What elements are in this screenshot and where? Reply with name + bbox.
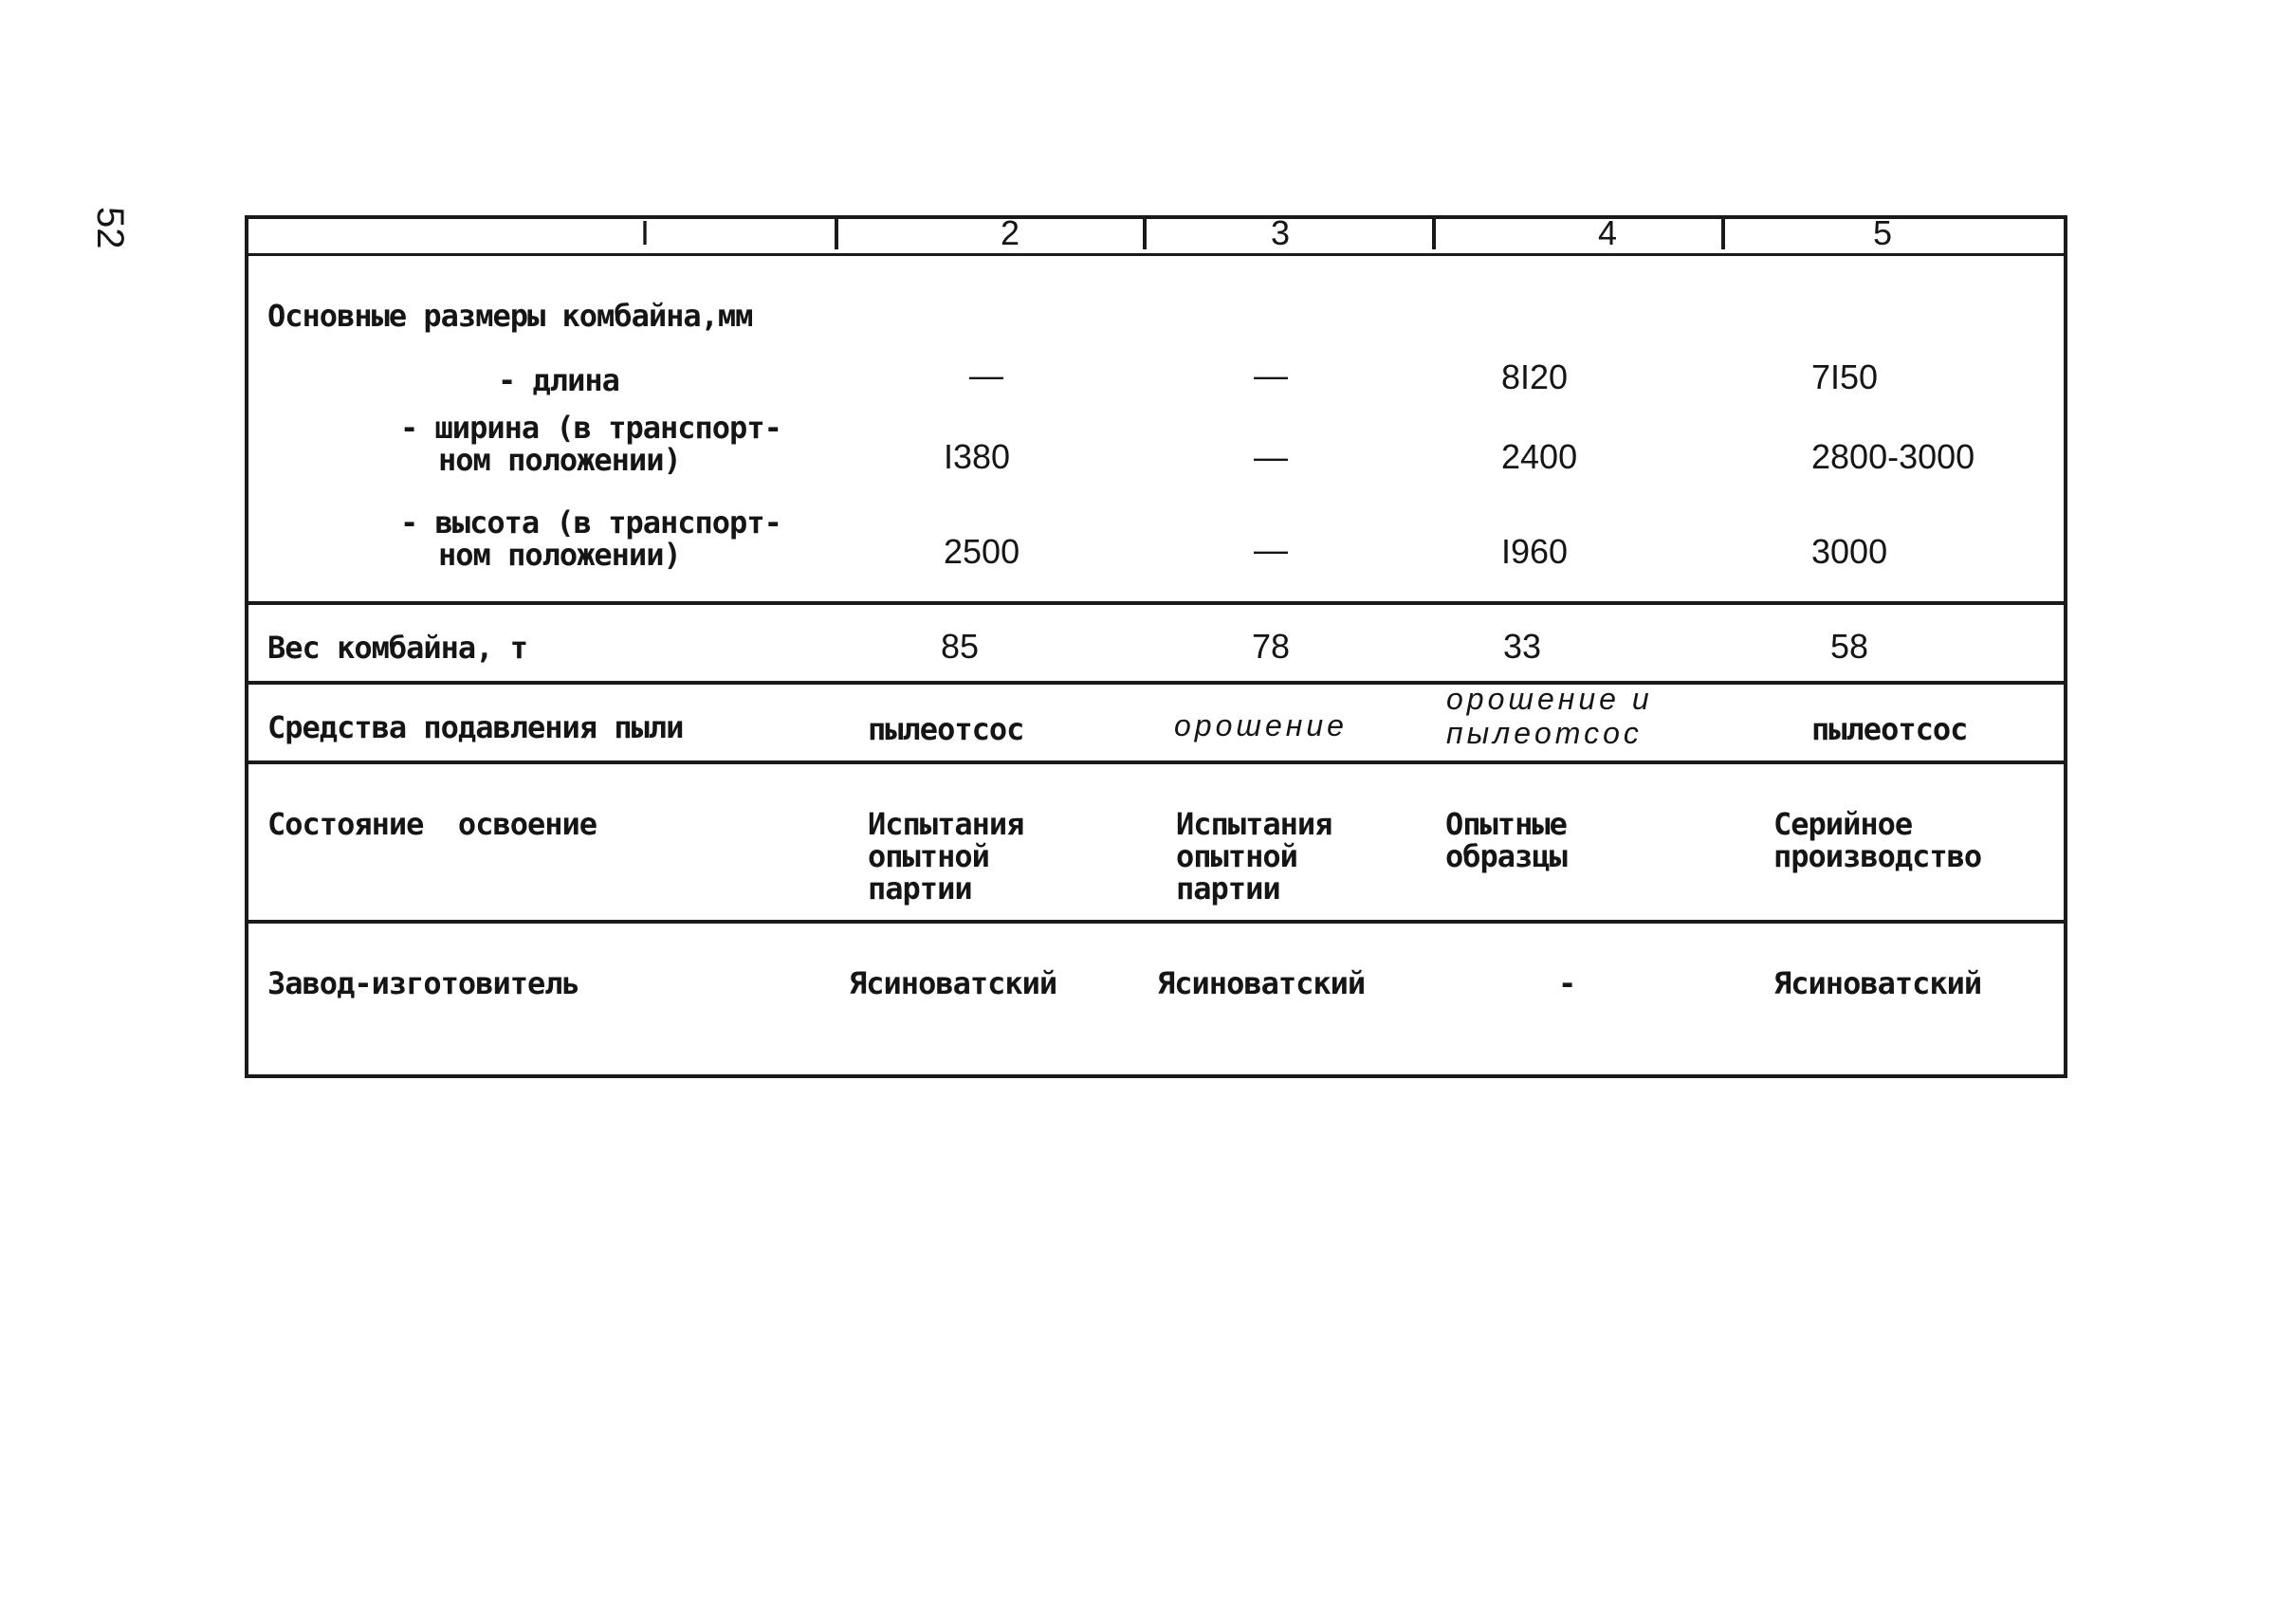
dust-col5: пылеотсос xyxy=(1811,711,1968,747)
section-divider xyxy=(245,681,2067,685)
length-label: - длина xyxy=(498,362,619,398)
width-col3: — xyxy=(1254,437,1288,476)
manufacturer-col2: Ясиноватский xyxy=(849,965,1057,1001)
width-label-line2: ном положении) xyxy=(438,442,681,478)
manufacturer-col5: Ясиноватский xyxy=(1773,965,1982,1001)
manufacturer-label: Завод-изготовитель xyxy=(267,965,579,1001)
length-col2: — xyxy=(969,356,1003,394)
section-divider xyxy=(245,601,2067,605)
length-col3: — xyxy=(1254,356,1288,394)
weight-col2: 85 xyxy=(941,627,980,666)
width-col4: 2400 xyxy=(1501,437,1578,476)
header-tick xyxy=(1143,215,1147,249)
dust-label: Средства подавления пыли xyxy=(267,709,684,745)
weight-col3: 78 xyxy=(1252,627,1291,666)
dimensions-title: Основные размеры комбайна,мм xyxy=(267,298,753,334)
header-tick xyxy=(1432,215,1436,249)
weight-col4: 33 xyxy=(1503,627,1542,666)
weight-label: Вес комбайна, т xyxy=(267,630,527,666)
dust-col4-line2: пылеотсос xyxy=(1446,716,1643,750)
length-col5: 7I50 xyxy=(1811,357,1879,396)
status-col4: Опытные образцы xyxy=(1445,806,1567,874)
width-label-line1: - ширина (в транспорт- xyxy=(400,410,781,446)
section-divider xyxy=(245,760,2067,764)
manufacturer-col4: - xyxy=(1558,965,1576,1001)
section-divider xyxy=(245,920,2067,924)
status-label: Состояние освоение xyxy=(267,806,597,842)
height-label-line1: - высота (в транспорт- xyxy=(400,504,781,540)
header-tick xyxy=(1721,215,1725,249)
weight-col5: 58 xyxy=(1830,627,1869,666)
header-col-4: 4 xyxy=(1597,213,1618,252)
header-col-5: 5 xyxy=(1872,213,1893,252)
header-col-1: I xyxy=(639,213,650,252)
status-col2: Испытания опытной партии xyxy=(868,806,1024,907)
status-col3: Испытания опытной партии xyxy=(1176,806,1332,907)
header-col-2: 2 xyxy=(1000,213,1020,252)
manufacturer-col3: Ясиноватский xyxy=(1157,965,1366,1001)
width-col5: 2800-3000 xyxy=(1811,437,1975,476)
length-col4: 8I20 xyxy=(1501,357,1569,396)
height-col4: I960 xyxy=(1501,532,1569,571)
status-col5: Серийное производство xyxy=(1773,806,1982,874)
dust-col2: пылеотсос xyxy=(868,711,1024,747)
header-divider xyxy=(245,253,2067,256)
header-col-3: 3 xyxy=(1270,213,1291,252)
page-number: 52 xyxy=(89,207,131,249)
height-col5: 3000 xyxy=(1811,532,1888,571)
height-label-line2: ном положении) xyxy=(438,537,681,573)
height-col3: — xyxy=(1254,530,1288,569)
width-col2: I380 xyxy=(944,437,1011,476)
header-tick xyxy=(835,215,838,249)
dust-col3: орошение xyxy=(1174,708,1348,742)
dust-col4-line1: орошение и xyxy=(1446,682,1653,716)
height-col2: 2500 xyxy=(944,532,1020,571)
